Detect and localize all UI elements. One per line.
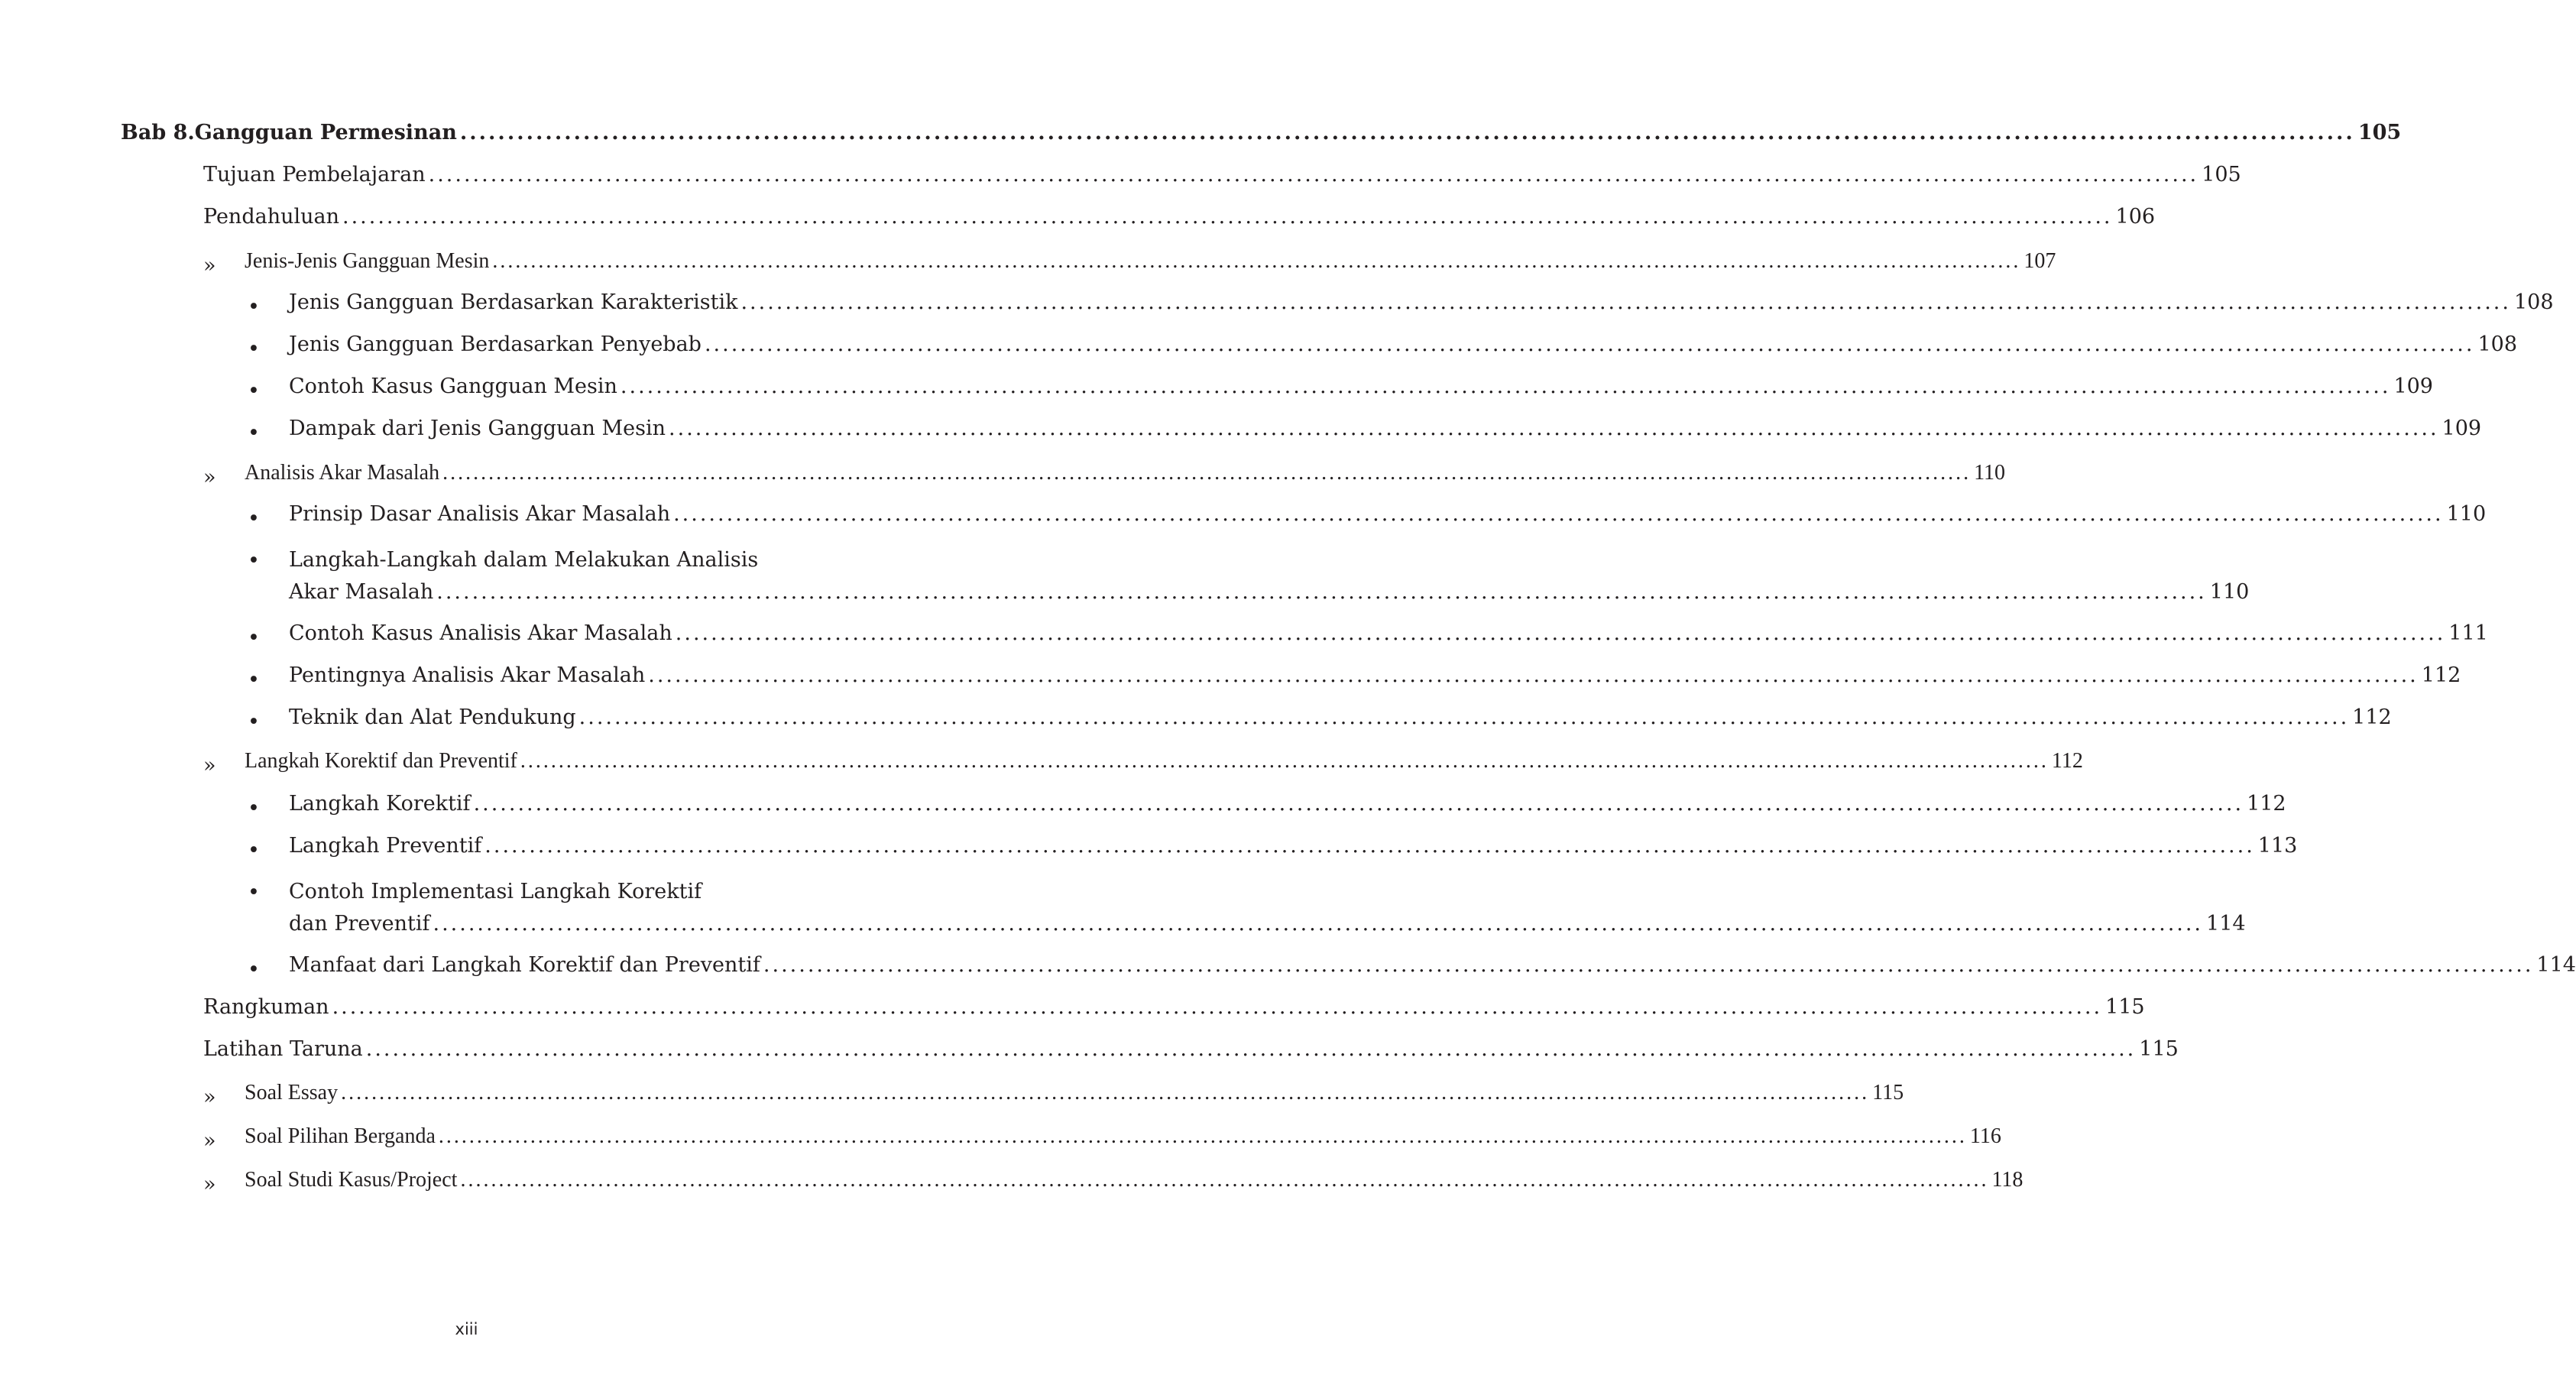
entry-title: Pentingnya Analisis Akar Masalah [289, 663, 646, 687]
entry-page: 106 [2115, 205, 2156, 229]
bullet-marker: • [248, 379, 260, 403]
entry-page: 108 [2477, 332, 2518, 356]
toc-entry-langkah-korektif-preventif [245, 749, 2083, 783]
chapter-title: Gangguan Permesinan [194, 121, 457, 144]
bullet-marker: • [248, 626, 260, 650]
entry-title: Tujuan Pembelajaran [203, 163, 426, 187]
dot-leader: ........................................................................................................................................................................................................ [341, 1081, 1870, 1104]
bullet-marker: • [248, 710, 260, 734]
entry-title: Langkah Korektif [289, 792, 471, 816]
dot-leader: ........................................................................................................................................................................................................ [704, 332, 2475, 356]
toc-entry-dampak [289, 417, 2482, 450]
toc-entry-manfaat [289, 953, 2576, 987]
section-marker: » [203, 1173, 216, 1196]
dot-leader: ........................................................................................................................................................................................................ [433, 912, 2204, 936]
bullet-marker: • [248, 295, 260, 319]
dot-leader: ........................................................................................................................................................................................................ [436, 580, 2207, 604]
entry-title: Soal Pilihan Berganda [245, 1124, 436, 1148]
toc-entry-rangkuman [203, 995, 2145, 1029]
toc-entry-contoh-kasus-gangguan [289, 375, 2433, 408]
entry-title-line1: Contoh Implementasi Langkah Korektif [289, 880, 702, 903]
entry-page: 109 [2393, 375, 2433, 398]
dot-leader: ........................................................................................................................................................................................................ [648, 663, 2419, 687]
entry-page: 108 [2513, 290, 2554, 314]
entry-title: Jenis-Jenis Gangguan Mesin [245, 249, 490, 273]
entry-title: Langkah Preventif [289, 834, 482, 858]
entry-page: 113 [2257, 834, 2298, 858]
dot-leader: ........................................................................................................................................................................................................ [332, 995, 2103, 1019]
entry-title-line2: Akar Masalah [289, 580, 434, 604]
entry-page: 111 [2448, 621, 2488, 645]
bullet-marker: • [248, 549, 260, 572]
chapter-page: 105 [2357, 121, 2402, 144]
dot-leader: ........................................................................................................................................................................................................ [365, 1037, 2137, 1061]
dot-leader: ........................................................................................................................................................................................................ [740, 290, 2511, 314]
entry-title: Prinsip Dasar Analisis Akar Masalah [289, 502, 671, 526]
entry-page: 112 [2247, 792, 2286, 816]
toc-entry-latihan-taruna [203, 1037, 2179, 1071]
dot-leader: ........................................................................................................................................................................................................ [342, 205, 2113, 229]
toc-entry-soal-essay [245, 1081, 1904, 1114]
entry-page: 116 [1969, 1124, 2001, 1148]
entry-title: Manfaat dari Langkah Korektif dan Preventif [289, 953, 760, 977]
entry-title: Langkah Korektif dan Preventif [245, 749, 517, 773]
dot-leader: ........................................................................................................................................................................................................ [473, 792, 2244, 816]
bullet-marker: • [248, 668, 260, 692]
toc-entry-analisis-akar [245, 461, 2006, 495]
entry-page: 118 [1991, 1168, 2024, 1192]
toc-entry-pentingnya [289, 663, 2461, 697]
entry-page: 114 [2536, 953, 2576, 977]
entry-title: Soal Essay [245, 1081, 339, 1104]
toc-entry-contoh-implementasi [289, 912, 2246, 945]
entry-title: Jenis Gangguan Berdasarkan Karakteristik [289, 290, 738, 314]
dot-leader: ........................................................................................................................................................................................................ [438, 1124, 1967, 1148]
entry-title: Contoh Kasus Gangguan Mesin [289, 375, 617, 398]
entry-title: Soal Studi Kasus/Project [245, 1168, 458, 1192]
entry-title: Dampak dari Jenis Gangguan Mesin [289, 417, 666, 440]
dot-leader: ........................................................................................................................................................................................................ [578, 705, 2350, 729]
dot-leader: ........................................................................................................................................................................................................ [428, 163, 2199, 187]
bullet-marker: • [248, 881, 260, 904]
entry-page: 110 [2446, 502, 2487, 526]
toc-entry-penyebab [289, 332, 2518, 366]
dot-leader: ........................................................................................................................................................................................................ [442, 461, 1972, 485]
section-marker: » [203, 1129, 216, 1153]
section-marker: » [203, 465, 216, 489]
entry-page: 115 [1872, 1081, 1904, 1104]
entry-page: 115 [2105, 995, 2145, 1019]
entry-page: 110 [1974, 461, 2006, 485]
entry-page: 112 [2421, 663, 2461, 687]
toc-entry-prinsip-dasar [289, 502, 2487, 536]
dot-leader: ........................................................................................................................................................................................................ [492, 249, 2021, 273]
entry-title-line2: dan Preventif [289, 912, 430, 936]
toc-entry-soal-pilihan [245, 1124, 2001, 1158]
entry-title: Rangkuman [203, 995, 329, 1019]
toc-entry-soal-studi-kasus [245, 1168, 2024, 1202]
toc-entry-langkah-preventif [289, 834, 2298, 868]
bullet-marker: • [248, 958, 260, 981]
toc-entry-langkah-analisis [289, 580, 2250, 614]
dot-leader: ........................................................................................................................................................................................................ [673, 502, 2444, 526]
dot-leader: ........................................................................................................................................................................................................ [669, 417, 2439, 440]
entry-title: Teknik dan Alat Pendukung [289, 705, 576, 729]
toc-entry-jenis-gangguan [245, 249, 2056, 283]
entry-title: Latihan Taruna [203, 1037, 363, 1061]
toc-entry-contoh-kasus-analisis [289, 621, 2488, 655]
bullet-marker: • [248, 507, 260, 530]
section-marker: » [203, 254, 216, 277]
dot-leader: ........................................................................................................................................................................................................ [763, 953, 2534, 977]
entry-page: 115 [2139, 1037, 2179, 1061]
toc-entry-tujuan [203, 163, 2241, 196]
entry-page: 107 [2024, 249, 2056, 273]
entry-title: Pendahuluan [203, 205, 339, 229]
toc-entry-pendahuluan [203, 205, 2156, 238]
entry-page: 114 [2206, 912, 2246, 936]
dot-leader: ........................................................................................................................................................................................................ [459, 121, 2355, 144]
entry-title-line1: Langkah-Langkah dalam Melakukan Analisis [289, 548, 759, 572]
chapter-heading [121, 121, 2402, 154]
dot-leader: ........................................................................................................................................................................................................ [484, 834, 2255, 858]
chapter-label: Bab 8. [121, 121, 195, 144]
entry-page: 112 [2051, 749, 2083, 773]
bullet-marker: • [248, 838, 260, 862]
entry-title: Contoh Kasus Analisis Akar Masalah [289, 621, 672, 645]
toc-entry-teknik-alat [289, 705, 2392, 739]
dot-leader: ........................................................................................................................................................................................................ [620, 375, 2391, 398]
dot-leader: ........................................................................................................................................................................................................ [460, 1168, 1989, 1192]
entry-title: Jenis Gangguan Berdasarkan Penyebab [289, 332, 702, 356]
section-marker: » [203, 754, 216, 777]
toc-entry-karakteristik [289, 290, 2554, 324]
page-number: xiii [455, 1320, 478, 1338]
toc-entry-langkah-korektif [289, 792, 2286, 825]
dot-leader: ........................................................................................................................................................................................................ [675, 621, 2446, 645]
bullet-marker: • [248, 337, 260, 361]
dot-leader: ........................................................................................................................................................................................................ [520, 749, 2049, 773]
entry-page: 112 [2352, 705, 2392, 729]
entry-page: 110 [2209, 580, 2250, 604]
bullet-marker: • [248, 796, 260, 820]
section-marker: » [203, 1085, 216, 1109]
entry-title: Analisis Akar Masalah [245, 461, 440, 485]
entry-page: 105 [2202, 163, 2241, 187]
entry-page: 109 [2442, 417, 2482, 440]
bullet-marker: • [248, 421, 260, 445]
